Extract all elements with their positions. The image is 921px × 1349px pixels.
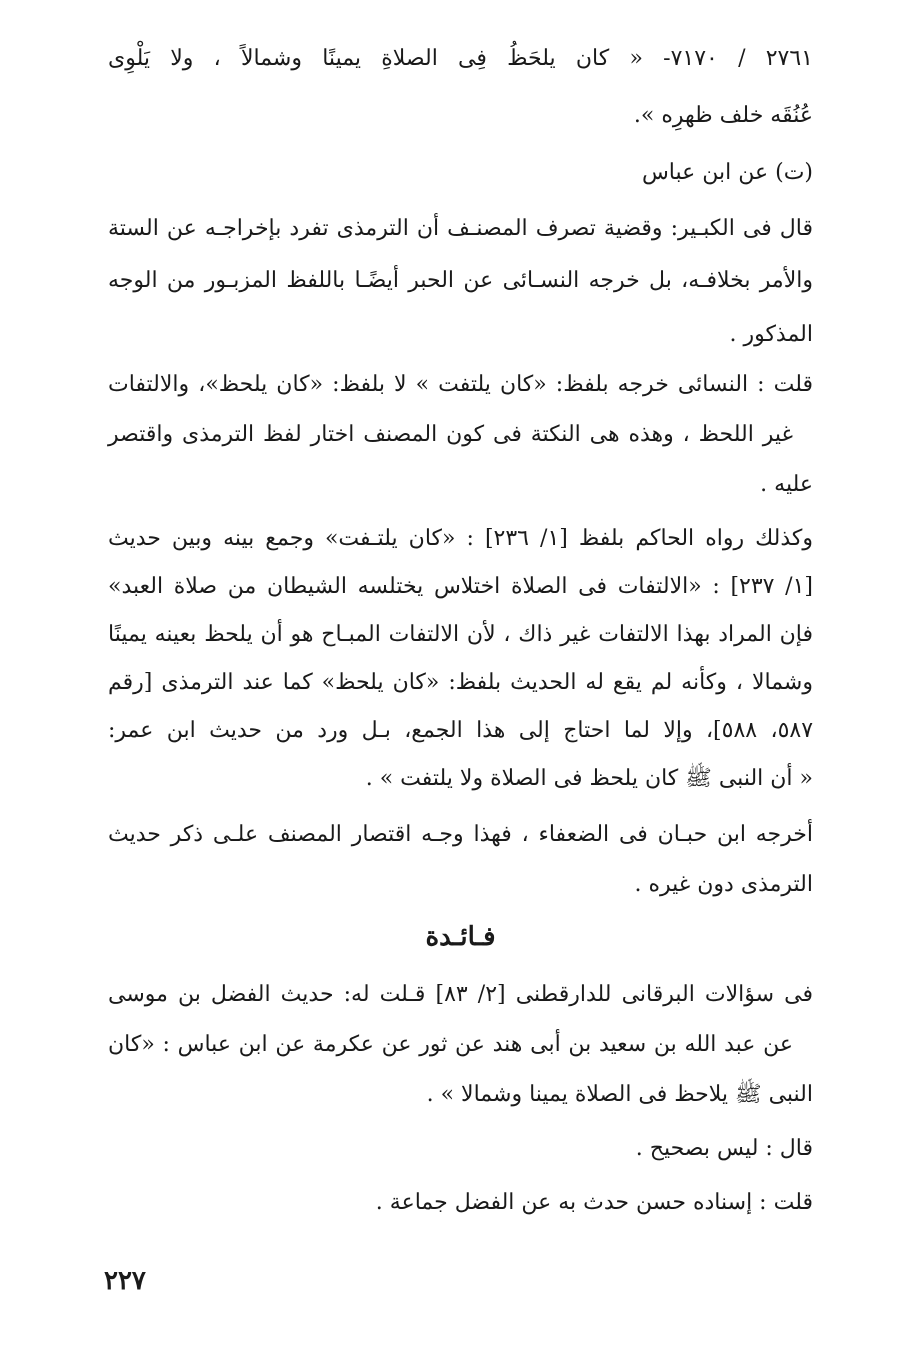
commentary-line: قلت : النسائى خرجه بلفظ: «كان يلتفت » لا بلفظ: «كان يلحظ»، والالتفات (108, 372, 813, 397)
commentary-line: الترمذى دون غيره . (634, 872, 813, 897)
commentary-line: غير اللحظ ، وهذه هى النكتة فى كون المصنف اختار لفظ الترمذى واقتصر (108, 422, 793, 447)
faida-line: قال : ليس بصحيح . (635, 1136, 813, 1161)
commentary-line: قال فى الكبـير: وقضية تصرف المصنـف أن الترمذى تفرد بإخراجـه عن الستة (108, 216, 813, 241)
commentary-line: والأمر بخلافـه، بل خرجه النسـائى عن الحبر أيضًـا باللفظ المزبـور من الوجه (108, 268, 813, 293)
commentary-line: المذكور . (729, 322, 813, 347)
commentary-line: [١/ ٢٣٧] : «الالتفات فى الصلاة اختلاس يختلسه الشيطان من صلاة العبد» (108, 574, 814, 599)
hadith-line-2: عُنُقَه خلف ظهرِه ». (633, 103, 813, 128)
faida-heading: فـائـدة (425, 922, 496, 952)
faida-line: النبى ﷺ يلاحظ فى الصلاة يمينا وشمالا » . (426, 1082, 813, 1107)
hadith-source: (ت) عن ابن عباس (641, 160, 813, 185)
commentary-line: عليه . (760, 472, 813, 497)
commentary-line: وكذلك رواه الحاكم بلفظ [١/ ٢٣٦] : «كان يلتـفت» وجمع بينه وبين حديث (108, 526, 813, 551)
commentary-line: أخرجه ابن حبـان فى الضعفاء ، فهذا وجـه اقتصار المصنف علـى ذكر حديث (108, 822, 813, 847)
commentary-line: « أن النبى ﷺ كان يلحظ فى الصلاة ولا يلتفت » . (365, 766, 813, 791)
page-number: ٢٢٧ (104, 1266, 146, 1296)
faida-line: فى سؤالات البرقانى للدارقطنى [٢/ ٨٣] قـلت له: حديث الفضل بن موسى (108, 982, 813, 1007)
commentary-line: ٥٨٧، ٥٨٨]، وإلا لما احتاج إلى هذا الجمع، بـل ورد من حديث ابن عمر: (108, 718, 814, 743)
commentary-line: فإن المراد بهذا الالتفات غير ذاك ، لأن الالتفات المبـاح هو أن يلحظ بعينه يمينًا (108, 622, 813, 647)
hadith-line-1: ٢٧٦١ / ٧١٧٠- « كان يلحَظُ فِى الصلاةِ يمينًا وشمالاً ، ولا يَلْوِى (108, 46, 813, 71)
faida-line: قلت : إسناده حسن حدث به عن الفضل جماعة . (375, 1190, 813, 1215)
faida-line: عن عبد الله بن سعيد بن أبى هند عن ثور عن عكرمة عن ابن عباس : «كان (108, 1032, 793, 1057)
commentary-line: وشمالا ، وكأنه لم يقع له الحديث بلفظ: «كان يلحظ» كما عند الترمذى [رقم (108, 670, 813, 695)
